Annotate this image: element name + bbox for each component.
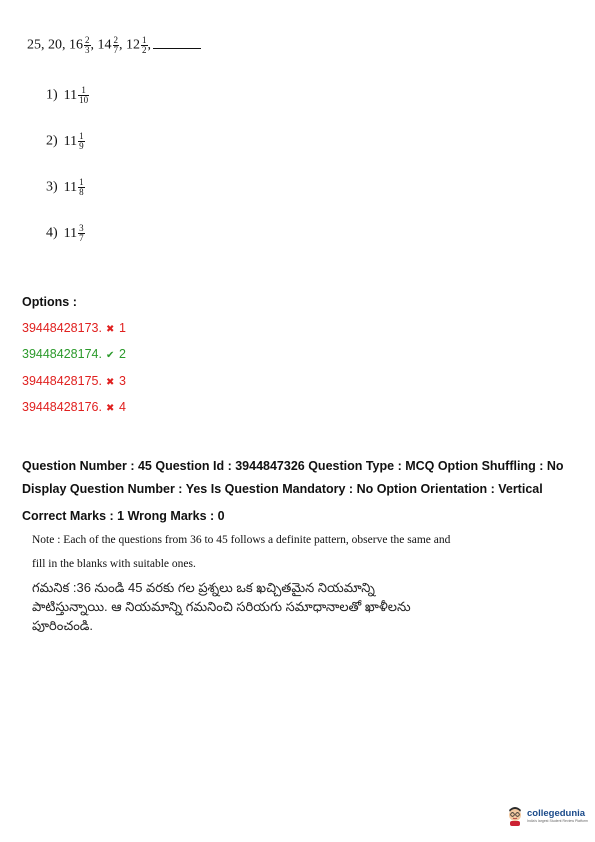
- option-id: 39448428176.: [22, 400, 102, 414]
- check-icon: ✔: [105, 350, 115, 361]
- answer-blank: [153, 38, 201, 49]
- choice-whole: 11: [63, 87, 78, 103]
- question-meta-line-3: Correct Marks : 1 Wrong Marks : 0: [22, 509, 225, 523]
- series-term: 14: [97, 37, 112, 53]
- option-id: 39448428174.: [22, 347, 102, 361]
- brand-name: collegedunia: [527, 807, 586, 819]
- choice-whole: 11: [63, 225, 78, 241]
- mascot-icon: [506, 804, 524, 826]
- choice-label: 2): [46, 133, 58, 149]
- series-term: 12: [126, 37, 140, 53]
- choice-3[interactable]: [46, 178, 85, 197]
- choice-1[interactable]: [46, 86, 89, 105]
- choice-4[interactable]: [46, 224, 85, 243]
- option-row-2: [22, 347, 126, 361]
- choice-fraction: $\frac{3}{7}$: [79, 223, 84, 243]
- series-fraction: $\frac{2}{3}$: [85, 35, 90, 55]
- note-line-2: fill in the blanks with suitable ones.: [32, 558, 196, 570]
- note-line-1: Note : Each of the questions from 36 to 45 follows a definite pattern, observe the same and: [32, 534, 451, 546]
- brand-logo: [506, 804, 588, 826]
- choice-fraction: $\frac{1}{10}$: [79, 85, 89, 105]
- series-fraction: $\frac{2}{7}$: [113, 35, 118, 55]
- series-prefix: 25, 20, 16: [27, 37, 83, 53]
- choice-whole: 11: [63, 179, 78, 195]
- cross-icon: ✖: [105, 324, 115, 335]
- choice-label: 1): [46, 87, 58, 103]
- question-meta-line-1: Question Number : 45 Question Id : 3944847326 Question Type : MCQ Option Shuffling : No: [22, 459, 564, 473]
- note-telugu: గమనిక :36 నుండి 45 వరకు గల ప్రశ్నలు ఒక ఖచ్చితమైన నియమాన్ని పాటిస్తున్నాయి. ఆ నియమాన్ని గమనించి సరియగు సమాధానాలతో ఖాళీలను పూరించండి.: [32, 580, 411, 633]
- choice-fraction: $\frac{1}{9}$: [79, 131, 84, 151]
- option-row-1: [22, 321, 126, 335]
- option-label: 1: [118, 321, 126, 335]
- option-id: 39448428175.: [22, 374, 102, 388]
- choice-whole: 11: [63, 133, 78, 149]
- cross-icon: ✖: [105, 403, 115, 414]
- option-row-4: [22, 400, 126, 414]
- option-row-3: [22, 374, 126, 388]
- options-title: Options :: [22, 295, 77, 309]
- brand-tagline: India's largest Student Review Platform: [527, 818, 588, 823]
- question-series: 25, 20, 16 $\frac{2}{3}$ , 14 $\frac{2}{7}$ , 12 $\frac{1}{2}$ ,: [27, 36, 201, 55]
- series-fraction: $\frac{1}{2}$: [142, 35, 147, 55]
- option-id: 39448428173.: [22, 321, 102, 335]
- choice-label: 3): [46, 179, 58, 195]
- option-label: 2: [118, 347, 126, 361]
- option-label: 4: [118, 400, 126, 414]
- choice-2[interactable]: [46, 132, 85, 151]
- choice-fraction: $\frac{1}{8}$: [79, 177, 84, 197]
- choice-label: 4): [46, 225, 58, 241]
- option-label: 3: [118, 374, 126, 388]
- cross-icon: ✖: [105, 377, 115, 388]
- question-meta-line-2: Display Question Number : Yes Is Question Mandatory : No Option Orientation : Vertical: [22, 482, 543, 496]
